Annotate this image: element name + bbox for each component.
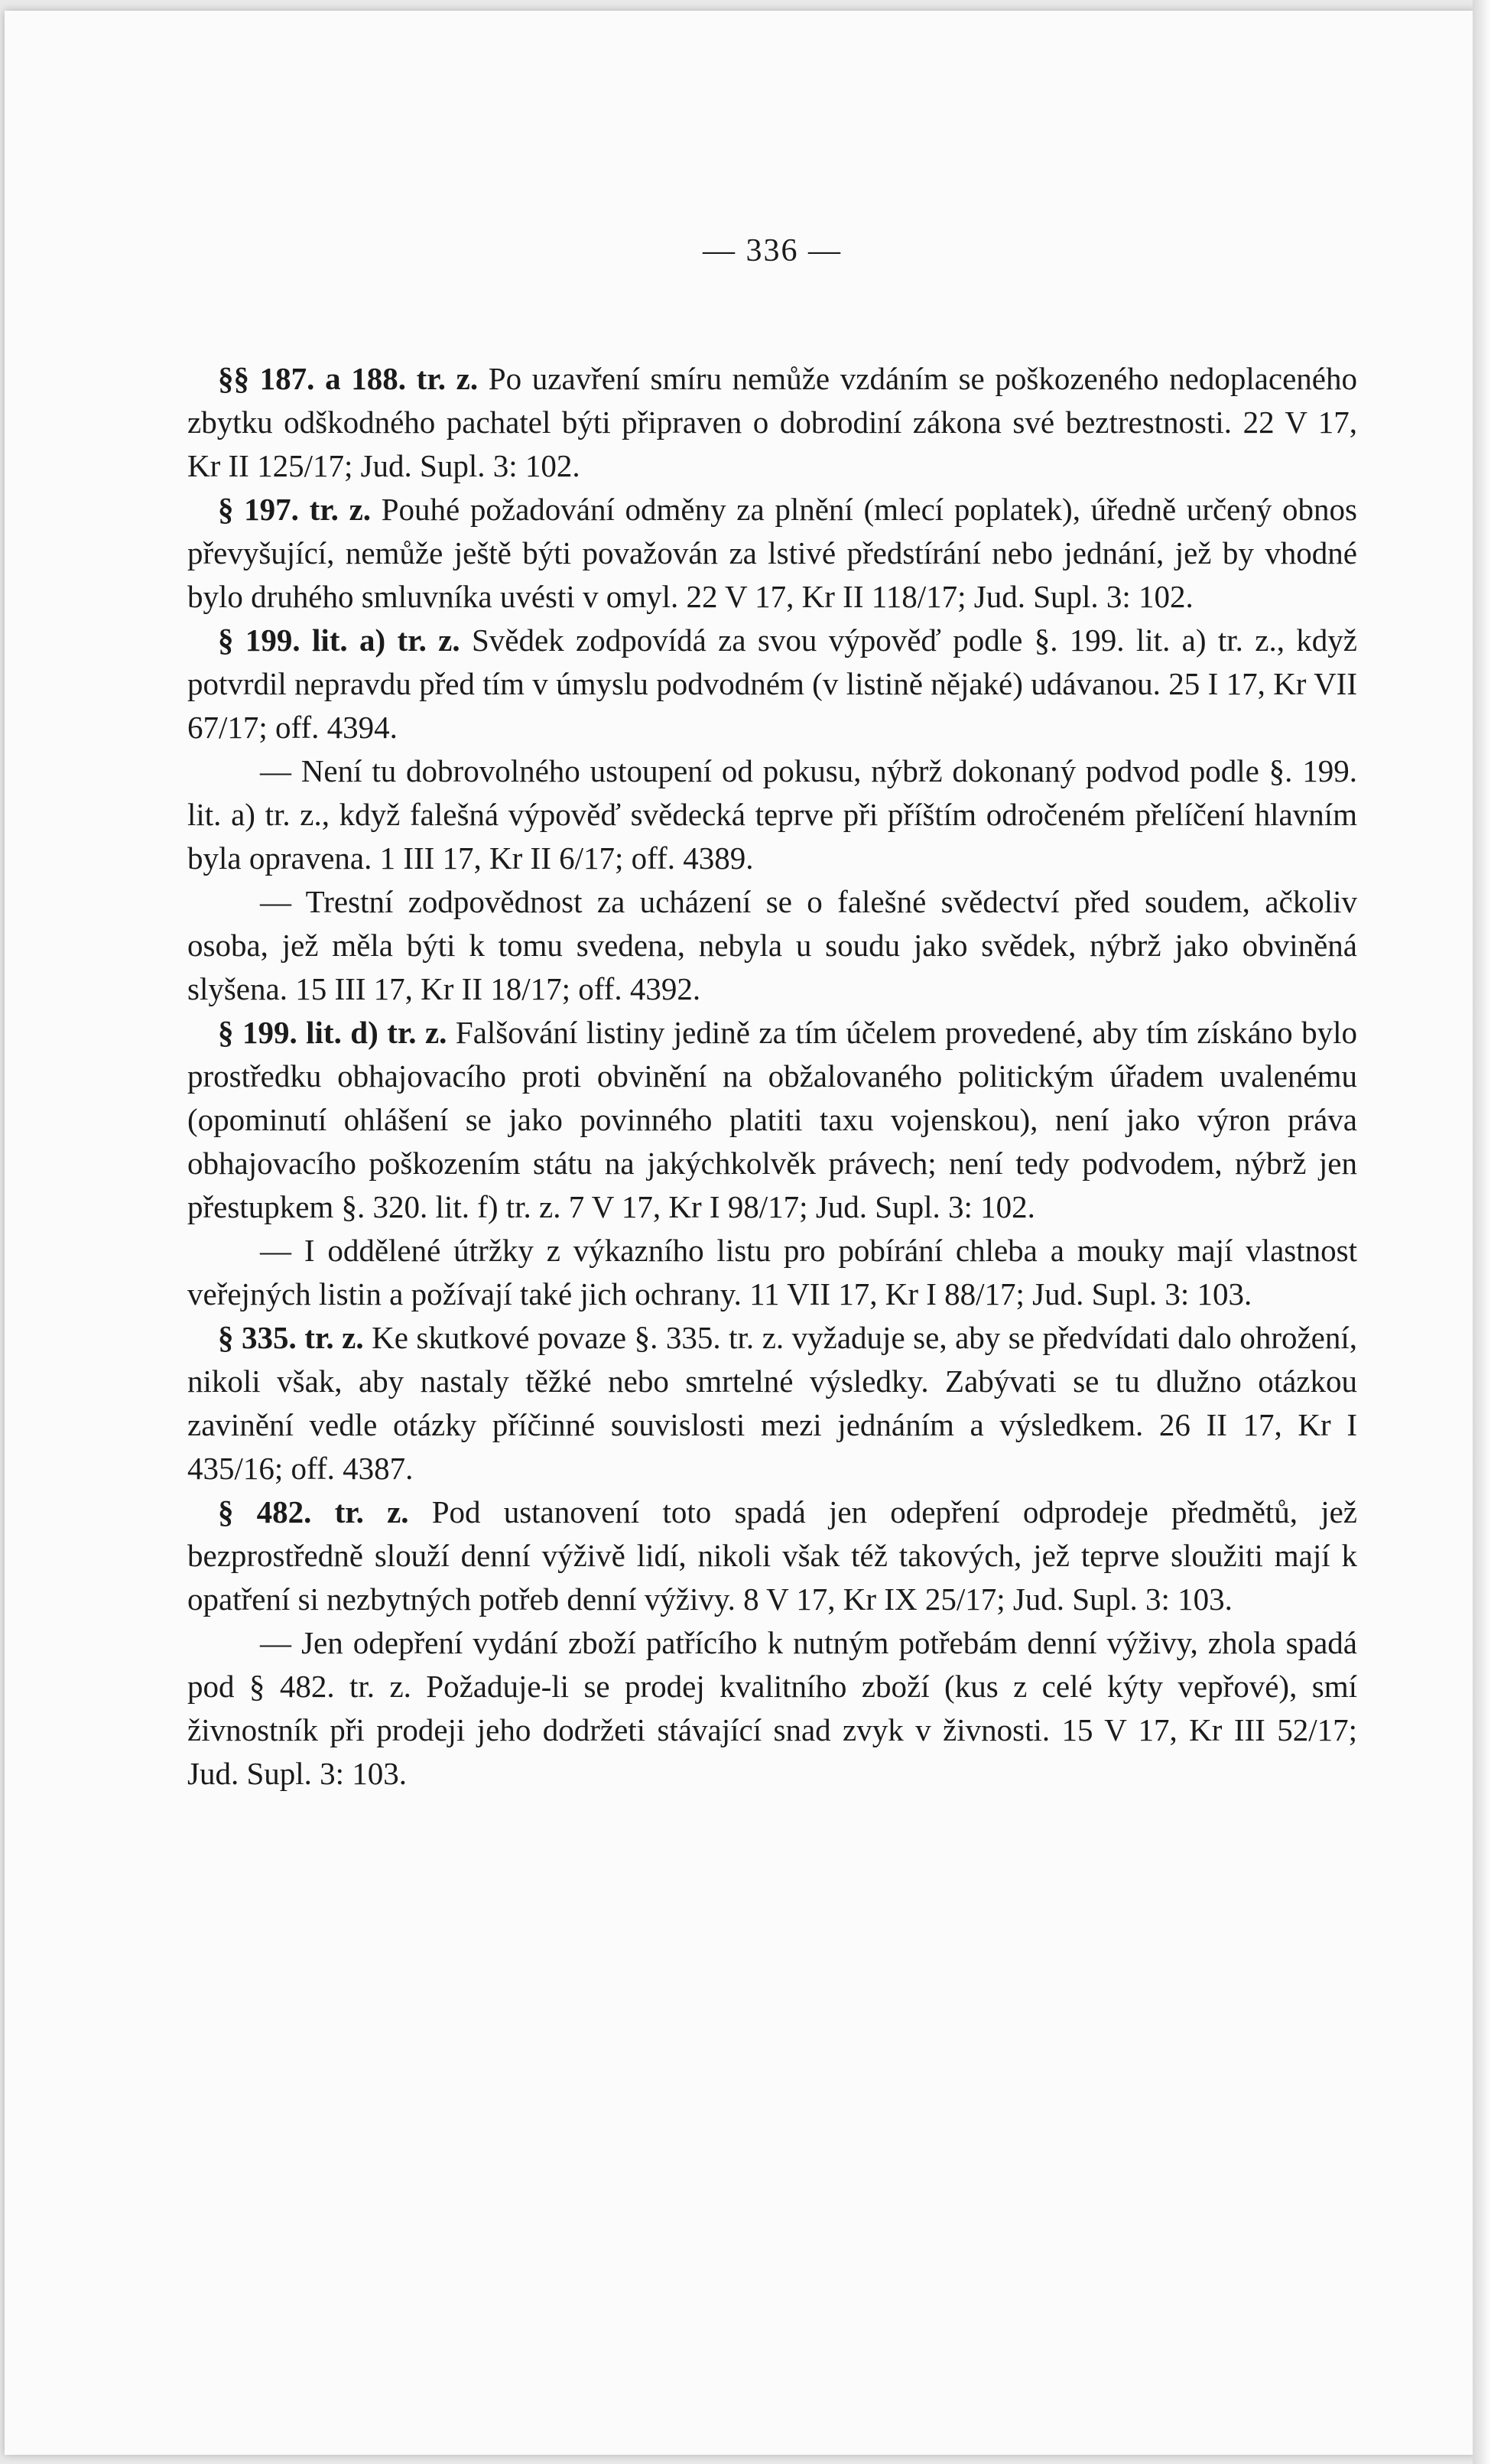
section-ref: §§ 187. a 188. tr. z. <box>218 361 479 396</box>
paragraph-2 <box>187 488 1357 619</box>
paragraph-9 <box>187 1490 1357 1621</box>
section-ref: § 197. tr. z. <box>218 492 372 527</box>
paragraph-text: Po uzavření smíru nemůže vzdáním se poškozeného nedoplaceného zbytku odškodného pachatel býti připraven o dobrodiní zákona své beztrestnosti. 22 V 17, Kr II 125/17; Jud. Supl. 3: 102. <box>187 361 1358 483</box>
paragraph-8 <box>187 1316 1357 1490</box>
paragraph-text: Pod ustanovení toto spadá jen odepření odprodeje předmětů, jež bezprostředně slouží denní výživě lidí, nikoli však též takových, jež teprve sloužiti mají k opatření si nezbytných potřeb denní výživy. 8 V 17, Kr IX 25/17; Jud. Supl. 3: 103. <box>187 1494 1357 1617</box>
paragraph-6 <box>187 1011 1357 1229</box>
paragraph-text: — I oddělené útržky z výkazního listu pro pobírání chleba a mouky mají vlastnost veřejných listin a požívají také jich ochrany. 11 VII 17, Kr I 88/17; Jud. Supl. 3: 103. <box>187 1233 1357 1312</box>
page-text <box>187 229 1357 1796</box>
paragraph-text: Falšování listiny jedině za tím účelem provedené, aby tím získáno bylo prostředku obhajovacího proti obvinění na obžalovaného politickým úřadem uvalenému (opominutí ohlášení se jako povinného platiti taxu vojenskou), není jako výron práva obhajovacího poškozením státu na jakýchkolvěk právech; není tedy podvodem, nýbrž jen přestupkem §. 320. lit. f) tr. z. 7 V 17, Kr I 98/17; Jud. Supl. 3: 102. <box>187 1015 1357 1224</box>
paragraph-1 <box>187 357 1357 488</box>
paragraph-5 <box>187 880 1357 1011</box>
section-ref: § 482. tr. z. <box>218 1494 409 1529</box>
section-ref: § 335. tr. z. <box>218 1320 364 1355</box>
paragraph-text: Svědek zodpovídá za svou výpověď podle §. 199. lit. a) tr. z., když potvrdil nepravdu před tím v úmyslu podvodném (v listině nějaké) udávanou. 25 I 17, Kr VII 67/17; off. 4394. <box>187 623 1358 745</box>
paragraph-text: Ke skutkové povaze §. 335. tr. z. vyžaduje se, aby se předvídati dalo ohrožení, nikoli však, aby nastaly těžké nebo smrtelné výsledky. Zabývati se tu dlužno otázkou zavinění vedle otázky příčinné souvislosti mezi jednáním a výsledkem. 26 II 17, Kr I 435/16; off. 4387. <box>187 1320 1358 1486</box>
paragraph-text: Pouhé požadování odměny za plnění (mlecí poplatek), úředně určený obnos převyšující, nemůže ještě býti považován za lstivé předstírání nebo jednání, jež by vhodné bylo druhého smluvníka uvésti v omyl. 22 V 17, Kr II 118/17; Jud. Supl. 3: 102. <box>187 492 1357 614</box>
section-ref: § 199. lit. d) tr. z. <box>218 1015 447 1050</box>
paragraph-text: — Jen odepření vydání zboží patřícího k nutným potřebám denní výživy, zhola spadá pod § 482. tr. z. Požaduje-li se prodej kvalitního zboží (kus z celé kýty vepřové), smí živnostník při prodeji jeho dodržeti stávající snad zvyk v živnosti. 15 V 17, Kr III 52/17; Jud. Supl. 3: 103. <box>187 1625 1357 1791</box>
paragraph-3 <box>187 619 1357 749</box>
page-edge-shadow <box>1473 0 1491 2464</box>
paragraph-text: — Není tu dobrovolného ustoupení od pokusu, nýbrž dokonaný podvod podle §. 199. lit. a) tr. z., když falešná výpověď svědecká teprve při příštím odročeném přelíčení hlavním byla opravena. 1 III 17, Kr II 6/17; off. 4389. <box>187 753 1357 876</box>
paragraph-text: — Trestní zodpovědnost za ucházení se o falešné svědectví před soudem, ačkoliv osoba, jež měla býti k tomu svedena, nebyla u soudu jako svědek, nýbrž jako obviněná slyšena. 15 III 17, Kr II 18/17; off. 4392. <box>187 884 1357 1006</box>
paragraph-7 <box>187 1229 1357 1316</box>
page-number: — 336 — <box>703 233 842 268</box>
paragraph-10 <box>187 1621 1357 1796</box>
paragraph-4 <box>187 749 1357 880</box>
section-ref: § 199. lit. a) tr. z. <box>218 623 460 658</box>
